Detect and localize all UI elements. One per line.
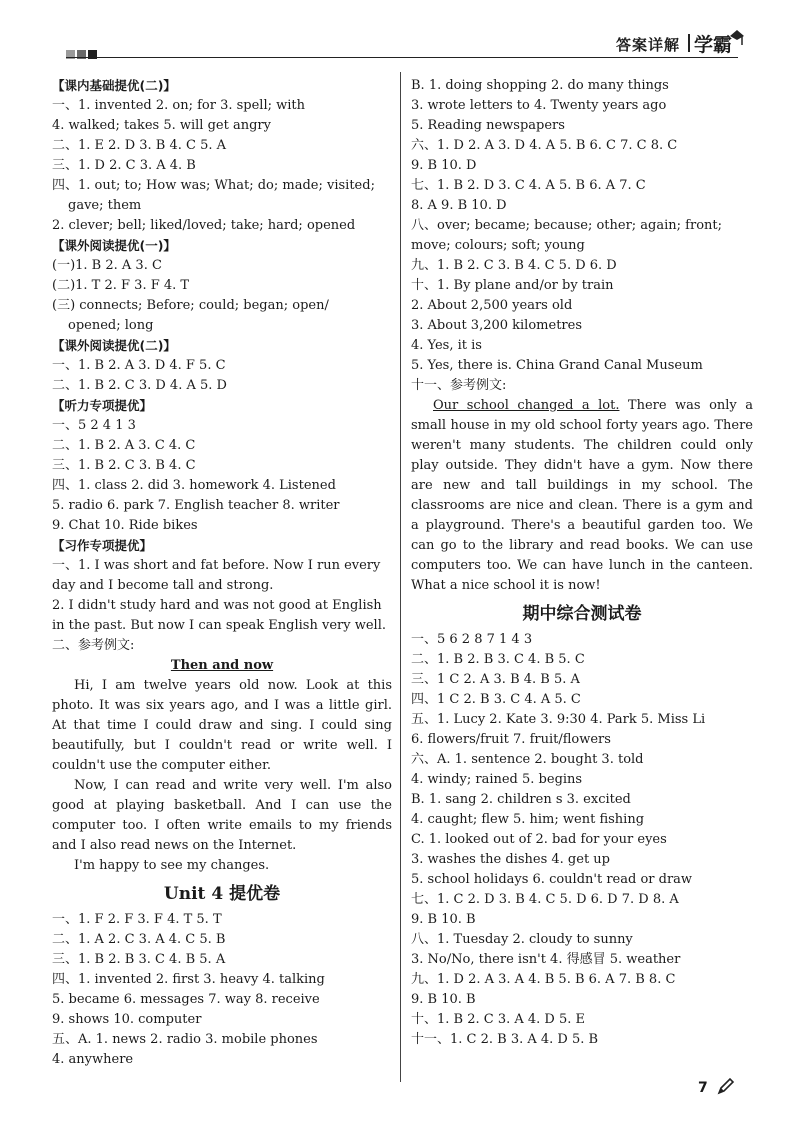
answer-line: 六、1. D 2. A 3. D 4. A 5. B 6. C 7. C 8. C xyxy=(411,138,678,153)
answer-line: 9. B 10. B xyxy=(411,992,476,1007)
answer-line: 四、1. invented 2. first 3. heavy 4. talking xyxy=(52,972,325,987)
answer-line: 七、1. C 2. D 3. B 4. C 5. D 6. D 7. D 8. A xyxy=(411,892,679,907)
answer-line: 9. Chat 10. Ride bikes xyxy=(52,518,198,533)
essay-paragraph xyxy=(411,396,753,596)
answer-line: 四、1. class 2. did 3. homework 4. Listened xyxy=(52,478,336,493)
essay-first-sentence: Our school changed a lot. xyxy=(433,398,620,413)
answer-line: 9. B 10. D xyxy=(411,158,477,173)
answer-line: 十一、1. C 2. B 3. A 4. D 5. B xyxy=(411,1032,599,1047)
answer-paragraph: 2. I didn't study hard and was not good at English in the past. But now I can speak English very well. xyxy=(52,598,386,633)
answer-line: 9. B 10. B xyxy=(411,912,476,927)
answer-line: 五、A. 1. news 2. radio 3. mobile phones xyxy=(52,1032,318,1047)
section-heading: 【课内基础提优(二)】 xyxy=(52,78,176,93)
answer-line: 2. clever; bell; liked/loved; take; hard; opened xyxy=(52,218,356,233)
answer-line: opened; long xyxy=(68,318,154,333)
answer-line: 5. Reading newspapers xyxy=(411,118,565,133)
answer-line: (二)1. T 2. F 3. F 4. T xyxy=(52,278,190,293)
answer-line: 三、1. B 2. C 3. B 4. C xyxy=(52,458,196,473)
midterm-title: 期中综合测试卷 xyxy=(522,604,642,624)
answer-line: 4. windy; rained 5. begins xyxy=(411,772,583,787)
section-heading: 【课外阅读提优(二)】 xyxy=(52,338,176,353)
answer-line: 4. Yes, it is xyxy=(411,338,482,353)
header-separator xyxy=(688,34,690,52)
graduation-cap-icon xyxy=(728,26,746,48)
answer-line: 9. shows 10. computer xyxy=(52,1012,202,1027)
answer-line: 8. A 9. B 10. D xyxy=(411,198,507,213)
unit-title: Unit 4 提优卷 xyxy=(163,884,281,904)
answer-line: 九、1. B 2. C 3. B 4. C 5. D 6. D xyxy=(411,258,617,273)
answer-line: 九、1. D 2. A 3. A 4. B 5. B 6. A 7. B 8. C xyxy=(411,972,676,987)
answer-line: 五、1. Lucy 2. Kate 3. 9:30 4. Park 5. Miss Li xyxy=(411,712,706,727)
essay-paragraph: Hi, I am twelve years old now. Look at this photo. It was six years ago, and I was a little girl. At that time I could draw and sing. I could sing beautifully, but I couldn't read or write well. I couldn't use the computer either. xyxy=(52,678,392,773)
left-column xyxy=(52,76,392,1070)
answer-line: 3. No/No, there isn't 4. 得感冒 5. weather xyxy=(411,952,681,967)
answer-line: 二、1. B 2. C 3. D 4. A 5. D xyxy=(52,378,227,393)
essay-title: Then and now xyxy=(170,658,274,673)
answer-line: 二、1. E 2. D 3. B 4. C 5. A xyxy=(52,138,227,153)
answer-line: 十、1. By plane and/or by train xyxy=(411,278,614,293)
header-brand: 学霸 xyxy=(693,34,732,56)
column-divider xyxy=(400,72,401,1082)
answer-line: 七、1. B 2. D 3. C 4. A 5. B 6. A 7. C xyxy=(411,178,646,193)
answer-line: 十、1. B 2. C 3. A 4. D 5. E xyxy=(411,1012,586,1027)
answer-line: B. 1. doing shopping 2. do many things xyxy=(411,78,669,93)
answer-line: 四、1. out; to; How was; What; do; made; visited; xyxy=(52,178,375,193)
answer-line: 一、1. invented 2. on; for 3. spell; with xyxy=(52,98,306,113)
page-number: 7 xyxy=(698,1080,708,1096)
answer-line: 四、1 C 2. B 3. C 4. A 5. C xyxy=(411,692,581,707)
answer-line: 一、5 6 2 8 7 1 4 3 xyxy=(411,632,533,647)
header-rule xyxy=(66,57,738,58)
answer-line: 5. Yes, there is. China Grand Canal Museum xyxy=(411,358,703,373)
answer-line: 3. wrote letters to 4. Twenty years ago xyxy=(411,98,667,113)
answer-line: 4. caught; flew 5. him; went fishing xyxy=(411,812,645,827)
essay-body: There was only a small house in my old school forty years ago. There weren't many students. The children could only play outside. They didn't have a gym. Now there are new and tall buildings in my school. The classrooms are nice and clean. There is a gym and a playground. There's a beautiful garden too. We can go to the library and read books. We can use computers too. We can have lunch in the canteen. What a nice school it is now! xyxy=(411,398,753,593)
section-heading: 【习作专项提优】 xyxy=(52,538,153,553)
answer-line: 八、over; became; because; other; again; front; xyxy=(411,218,723,233)
answer-line: 八、1. Tuesday 2. cloudy to sunny xyxy=(411,932,633,947)
answer-line: 5. became 6. messages 7. way 8. receive xyxy=(52,992,320,1007)
header-squares-decoration xyxy=(66,44,99,63)
answer-line: 二、1. A 2. C 3. A 4. C 5. B xyxy=(52,932,226,947)
header-title: 答案详解 xyxy=(615,36,680,54)
answer-line: 5. school holidays 6. couldn't read or draw xyxy=(411,872,693,887)
answer-line: 5. radio 6. park 7. English teacher 8. writer xyxy=(52,498,340,513)
section-heading: 【课外阅读提优(一)】 xyxy=(52,238,176,253)
answer-line: 二、1. B 2. A 3. C 4. C xyxy=(52,438,196,453)
answer-line: 4. anywhere xyxy=(52,1052,134,1067)
answer-line: 3. washes the dishes 4. get up xyxy=(411,852,610,867)
answer-line: 十一、参考例文: xyxy=(411,378,507,393)
answer-line: 二、参考例文: xyxy=(52,638,135,653)
answer-line: 二、1. B 2. B 3. C 4. B 5. C xyxy=(411,652,585,667)
answer-line: 6. flowers/fruit 7. fruit/flowers xyxy=(411,732,611,747)
answer-line: 2. About 2,500 years old xyxy=(411,298,573,313)
answer-line: 一、5 2 4 1 3 xyxy=(52,418,136,433)
answer-line: (三) connects; Before; could; began; open/ xyxy=(52,298,329,313)
answer-line: (一)1. B 2. A 3. C xyxy=(52,258,162,273)
answer-line: 4. walked; takes 5. will get angry xyxy=(52,118,271,133)
answer-paragraph: 一、1. I was short and fat before. Now I run every day and I become tall and strong. xyxy=(52,558,381,593)
answer-line: 三、1 C 2. A 3. B 4. B 5. A xyxy=(411,672,580,687)
answer-line: move; colours; soft; young xyxy=(411,238,585,253)
right-column xyxy=(411,76,753,1050)
answer-line: gave; them xyxy=(68,198,142,213)
answer-line: 三、1. B 2. B 3. C 4. B 5. A xyxy=(52,952,226,967)
answer-line: 一、1. B 2. A 3. D 4. F 5. C xyxy=(52,358,226,373)
essay-paragraph: Now, I can read and write very well. I'm also good at playing basketball. And I can use the computer too. I often write emails to my friends and I also read news on the Internet. xyxy=(52,778,392,853)
essay-paragraph: I'm happy to see my changes. xyxy=(74,858,270,873)
answer-line: B. 1. sang 2. children s 3. excited xyxy=(411,792,631,807)
answer-line: C. 1. looked out of 2. bad for your eyes xyxy=(411,832,667,847)
answer-line: 一、1. F 2. F 3. F 4. T 5. T xyxy=(52,912,222,927)
section-heading: 【听力专项提优】 xyxy=(52,398,153,413)
answer-line: 三、1. D 2. C 3. A 4. B xyxy=(52,158,196,173)
answer-line: 六、A. 1. sentence 2. bought 3. told xyxy=(411,752,644,767)
answer-line: 3. About 3,200 kilometres xyxy=(411,318,582,333)
page-header xyxy=(0,0,800,66)
pencil-icon xyxy=(716,1076,736,1096)
